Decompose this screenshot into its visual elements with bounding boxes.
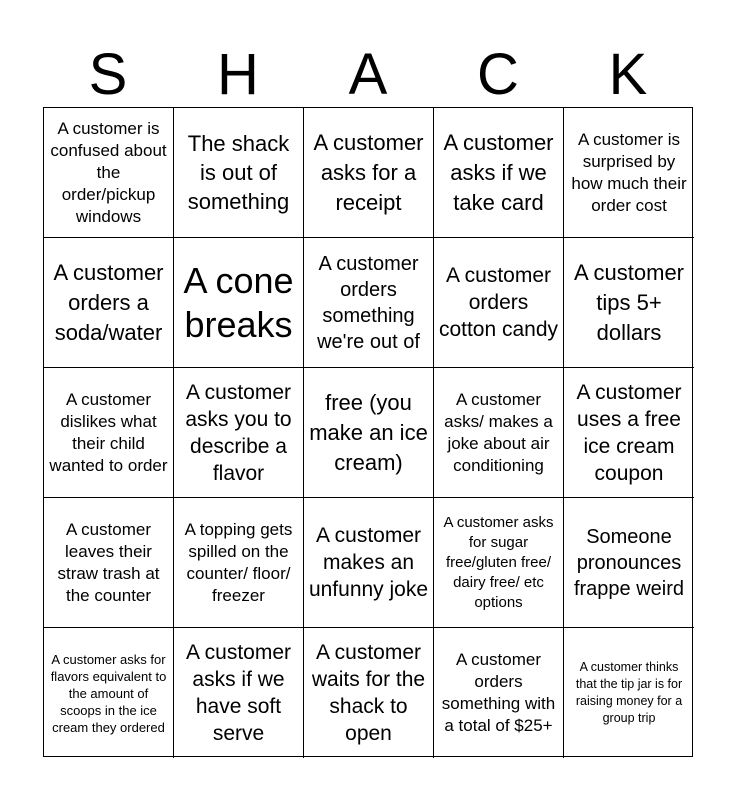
bingo-cell[interactable] bbox=[174, 238, 304, 368]
bingo-cell[interactable] bbox=[44, 368, 174, 498]
header-letter-k: K bbox=[608, 42, 648, 107]
bingo-cell[interactable] bbox=[304, 238, 434, 368]
bingo-cell[interactable] bbox=[434, 238, 564, 368]
bingo-cell[interactable] bbox=[564, 368, 694, 498]
cell-text: A customer is confused about the order/pickup windows bbox=[50, 118, 167, 226]
bingo-cell[interactable] bbox=[174, 368, 304, 498]
cell-text: free (you make an ice cream) bbox=[309, 389, 428, 475]
header-letter-h: H bbox=[217, 42, 259, 107]
cell-text: Someone pronounces frappe weird bbox=[573, 525, 685, 600]
bingo-cell[interactable] bbox=[174, 628, 304, 758]
cell-text: A customer is surprised by how much their order cost bbox=[571, 129, 687, 215]
cell-text: A customer orders something we're out of bbox=[317, 252, 420, 353]
cell-text: A customer dislikes what their child wanted to order bbox=[49, 389, 168, 475]
cell-text: A customer asks if we take card bbox=[443, 129, 554, 215]
bingo-cell[interactable] bbox=[304, 628, 434, 758]
cell-text: A customer asks for a receipt bbox=[313, 129, 424, 215]
bingo-cell[interactable] bbox=[434, 498, 564, 628]
header-letter-c: C bbox=[477, 42, 519, 107]
bingo-cell[interactable] bbox=[304, 108, 434, 238]
bingo-cell[interactable] bbox=[434, 368, 564, 498]
header-letter-s: S bbox=[88, 42, 128, 107]
cell-text: A customer orders something with a total of $25+ bbox=[441, 650, 556, 735]
cell-text: The shack is out of something bbox=[187, 131, 290, 214]
cell-text: A customer orders a soda/water bbox=[53, 259, 164, 345]
cell-text: A topping gets spilled on the counter/ floor/ freezer bbox=[184, 519, 293, 605]
bingo-cell[interactable] bbox=[564, 628, 694, 758]
bingo-cell[interactable] bbox=[174, 108, 304, 238]
cell-text: A customer uses a free ice cream coupon bbox=[576, 380, 682, 485]
cell-text: A customer tips 5+ dollars bbox=[573, 259, 685, 345]
bingo-board bbox=[43, 107, 693, 757]
bingo-cell[interactable] bbox=[174, 498, 304, 628]
bingo-cell[interactable] bbox=[44, 108, 174, 238]
cell-text: A customer asks for sugar free/gluten free/ dairy free/ etc options bbox=[443, 513, 554, 611]
bingo-cell[interactable] bbox=[44, 498, 174, 628]
cell-text: A customer waits for the shack to open bbox=[311, 641, 426, 745]
bingo-header bbox=[43, 42, 693, 108]
cell-text: A customer thinks that the tip jar is for raising money for a group trip bbox=[575, 660, 683, 725]
cell-text: A customer asks if we have soft serve bbox=[185, 641, 292, 745]
cell-text: A customer leaves their straw trash at the counter bbox=[57, 519, 160, 605]
bingo-cell[interactable] bbox=[44, 628, 174, 758]
header-letter-a: A bbox=[348, 42, 388, 107]
bingo-cell[interactable] bbox=[564, 238, 694, 368]
bingo-cell[interactable] bbox=[434, 628, 564, 758]
bingo-cell[interactable] bbox=[434, 108, 564, 238]
bingo-cell[interactable] bbox=[44, 238, 174, 368]
bingo-cell[interactable] bbox=[564, 108, 694, 238]
cell-text: A customer asks you to describe a flavor bbox=[185, 380, 292, 485]
cell-text: A customer orders cotton candy bbox=[438, 264, 559, 341]
bingo-cell[interactable] bbox=[304, 368, 434, 498]
cell-text: A customer asks for flavors equivalent to the amount of scoops in the ice cream they ordered bbox=[50, 651, 167, 735]
cell-text: A cone breaks bbox=[183, 259, 294, 345]
bingo-cell[interactable] bbox=[564, 498, 694, 628]
bingo-cell[interactable] bbox=[304, 498, 434, 628]
cell-text: A customer makes an unfunny joke bbox=[308, 524, 429, 601]
cell-text: A customer asks/ makes a joke about air conditioning bbox=[444, 389, 553, 475]
